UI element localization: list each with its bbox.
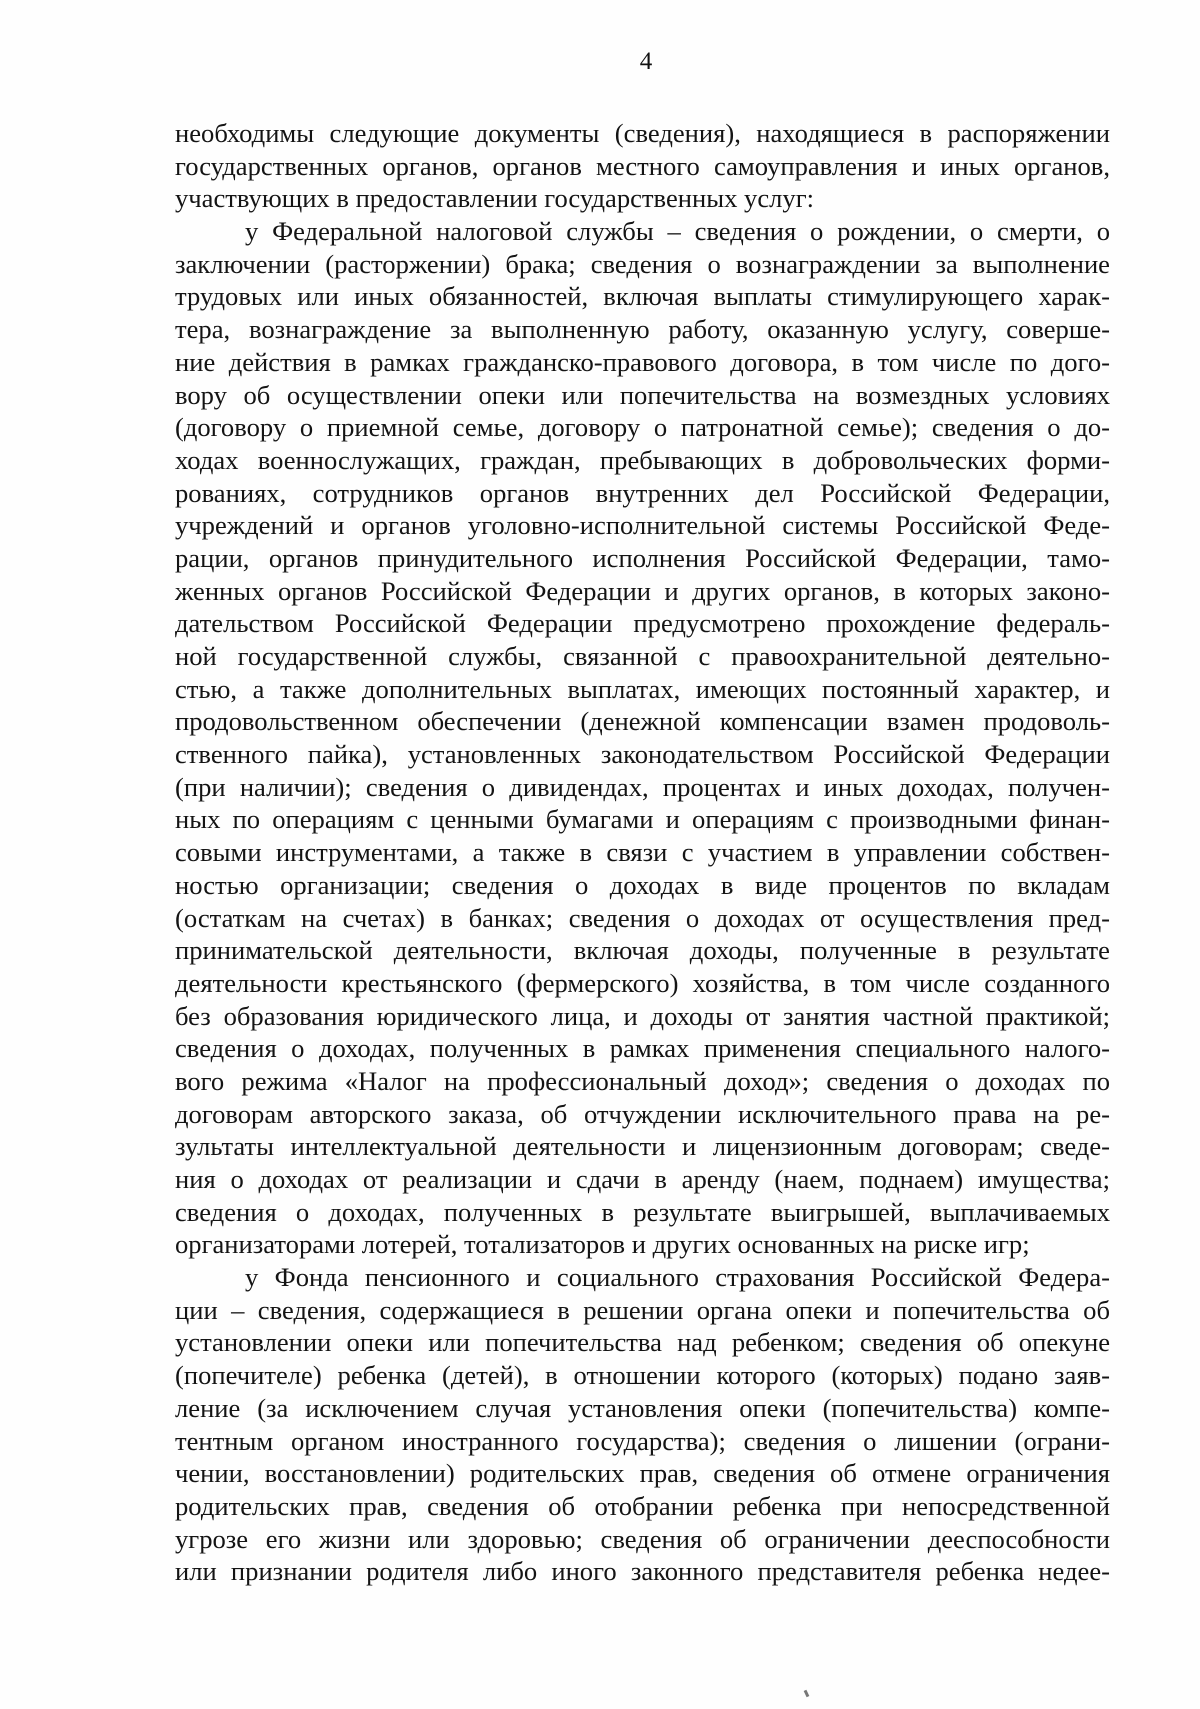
text-line: родительских прав, сведения об отобрании ребенка при непосредственной [175, 1490, 1110, 1521]
text-line: у Фонда пенсионного и социального страхования Российской Федера- [245, 1262, 1110, 1293]
text-line: (попечителе) ребенка (детей), в отношении которого (которых) подано заяв- [175, 1360, 1110, 1391]
text-line: (остаткам на счетах) в банках; сведения о доходах от осуществления пред- [175, 902, 1110, 933]
text-line: государственных органов, органов местного самоуправления и иных органов, [175, 150, 1110, 181]
text-line: участвующих в предоставлении государственных услуг: [175, 183, 815, 214]
text-line: установлении опеки или попечительства над ребенком; сведения об опекуне [175, 1327, 1110, 1358]
text-line: принимательской деятельности, включая доходы, полученные в результате [175, 935, 1110, 966]
text-line: необходимы следующие документы (сведения), находящиеся в распоряжении [175, 118, 1110, 148]
text-line: угрозе его жизни или здоровью; сведения об ограничении дееспособности [175, 1523, 1110, 1554]
text-line: заключении (расторжении) брака; сведения о вознаграждении за выполнение [175, 248, 1110, 279]
text-line: чении, восстановлении) родительских прав, сведения об отмене ограничения [175, 1458, 1110, 1489]
text-line: вору об осуществлении опеки или попечительства на возмездных условиях [175, 379, 1110, 410]
body-text [175, 117, 1110, 1588]
page-number: 4 [639, 48, 653, 75]
text-line: организаторами лотерей, тотализаторов и других основанных на риске игр; [175, 1229, 1030, 1260]
text-line: у Федеральной налоговой службы – сведения о рождении, о смерти, о [245, 216, 1110, 247]
text-line: стью, а также дополнительных выплатах, имеющих постоянный характер, и [175, 673, 1110, 704]
text-line: (договору о приемной семье, договору о патронатной семье); сведения о до- [175, 412, 1110, 443]
text-line: без образования юридического лица, и доходы от занятия частной практикой; [175, 1000, 1110, 1031]
text-line: ходах военнослужащих, граждан, пребывающих в добровольческих форми- [175, 444, 1110, 475]
text-line: ной государственной службы, связанной с правоохранительной деятельно- [175, 641, 1110, 671]
text-line: тера, вознаграждение за выполненную работу, оказанную услугу, соверше- [175, 314, 1110, 345]
text-line: сведения о доходах, полученных в результате выигрышей, выплачиваемых [175, 1196, 1110, 1227]
text-line: тентным органом иностранного государства); сведения о лишении (ограни- [175, 1425, 1110, 1456]
text-line: ностью организации; сведения о доходах в виде процентов по вкладам [175, 869, 1110, 900]
text-line: трудовых или иных обязанностей, включая выплаты стимулирующего харак- [175, 281, 1110, 312]
text-line: сведения о доходах, полученных в рамках применения специального налого- [175, 1033, 1110, 1064]
text-line: рации, органов принудительного исполнения Российской Федерации, тамо- [175, 542, 1110, 573]
text-line: учреждений и органов уголовно-исполнительной системы Российской Феде- [175, 510, 1110, 541]
text-line: дательством Российской Федерации предусмотрено прохождение федераль- [175, 608, 1110, 639]
text-line: деятельности крестьянского (фермерского) хозяйства, в том числе созданного [175, 967, 1110, 998]
scan-artifact [804, 1690, 810, 1698]
text-line: ние действия в рамках гражданско-правового договора, в том числе по дого- [175, 346, 1110, 377]
text-line: или признании родителя либо иного законного представителя ребенка недее- [175, 1556, 1110, 1587]
text-line: (при наличии); сведения о дивидендах, процентах и иных доходах, получен- [175, 771, 1110, 802]
text-line: ции – сведения, содержащиеся в решении органа опеки и попечительства об [175, 1294, 1110, 1325]
text-line: зультаты интеллектуальной деятельности и лицензионным договорам; сведе- [175, 1131, 1110, 1162]
text-line: вого режима «Налог на профессиональный доход»; сведения о доходах по [175, 1065, 1110, 1096]
text-line: ных по операциям с ценными бумагами и операциям с производными финан- [175, 804, 1110, 835]
text-line: продовольственном обеспечении (денежной компенсации взамен продоволь- [175, 706, 1110, 737]
text-line: женных органов Российской Федерации и других органов, в которых законо- [175, 575, 1110, 606]
text-line: договорам авторского заказа, об отчуждении исключительного права на ре- [175, 1098, 1110, 1129]
text-line: ния о доходах от реализации и сдачи в аренду (наем, поднаем) имущества; [175, 1164, 1110, 1194]
text-line: ственного пайка), установленных законодательством Российской Федерации [175, 739, 1110, 770]
text-line: совыми инструментами, а также в связи с участием в управлении собствен- [175, 837, 1110, 868]
text-line: ление (за исключением случая установления опеки (попечительства) компе- [175, 1392, 1110, 1423]
text-line: рованиях, сотрудников органов внутренних дел Российской Федерации, [175, 477, 1110, 508]
